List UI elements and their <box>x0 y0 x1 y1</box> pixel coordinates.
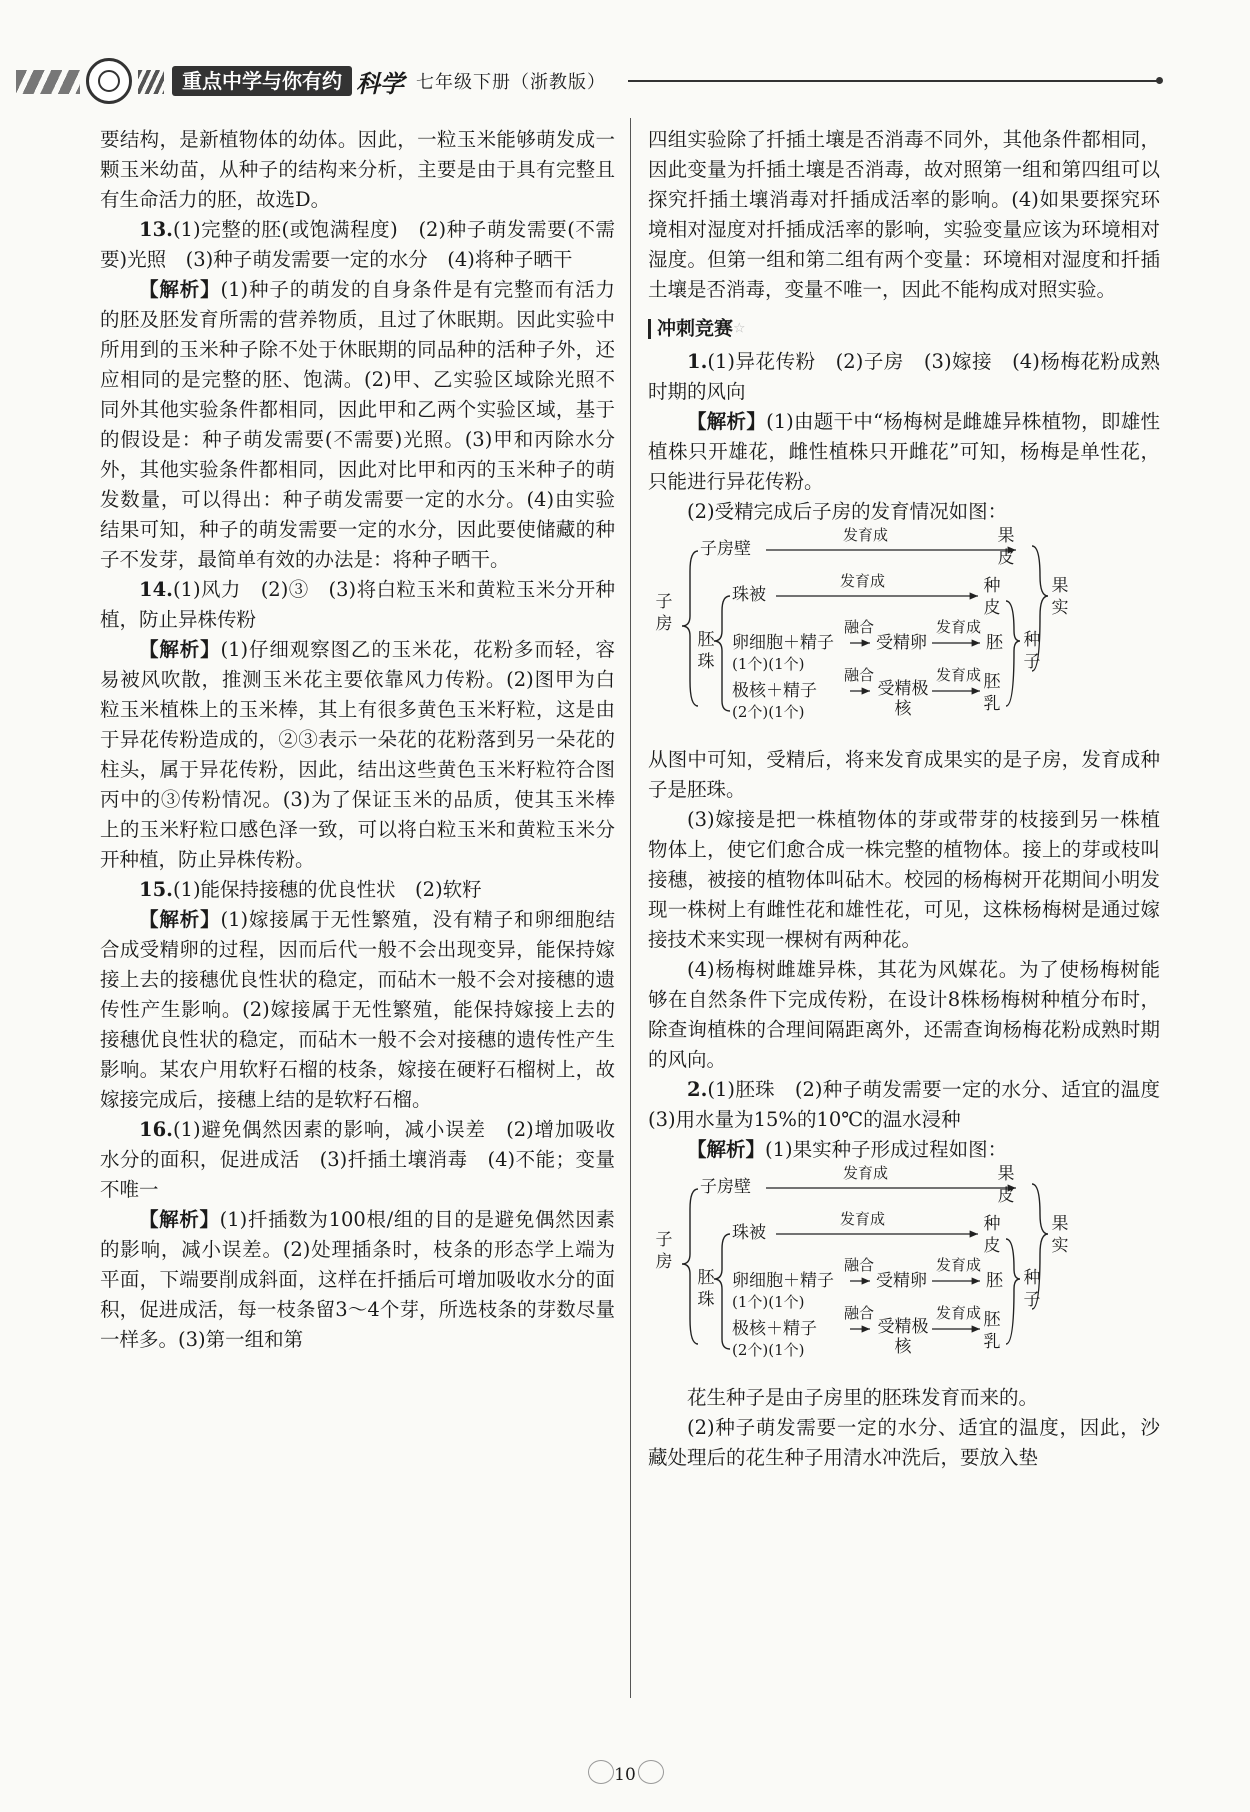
label-develop: 发育成 <box>936 618 982 636</box>
label-embryo: 胚 <box>986 633 1003 653</box>
answer-14: 14.(1)风力 (2)③ (3)将白粒玉米和黄粒玉米分开种植，防止异株传粉 <box>100 578 615 631</box>
paragraph: 花生种子是由子房里的胚珠发育而来的。 <box>687 1386 1039 1409</box>
explanation-c2: 【解析】(1)果实种子形成过程如图： <box>687 1138 1008 1161</box>
explanation-14: 【解析】(1)仔细观察图乙的玉米花，花粉多而轻，容易被风吹散，推测玉米花主要依靠风力传粉。(2)图甲为白粒玉米植株上的玉米棒，其上有很多黄色玉米籽粒，这是由于异花传粉造成的，②③表示一朵花的花粉落到另一朵花的柱头，属于异花传粉，因此，结出这些黄色玉米籽粒符合图丙中的③传粉情况。(3)为了保证玉米的品质，使其玉米棒上的玉米籽粒口感色泽一致，可以将白粒玉米和黄粒玉米分开种植，防止异株传粉。 <box>100 638 615 871</box>
label-seed-coat: 种皮 <box>983 1214 1001 1256</box>
paragraph: (4)杨梅树雌雄异株，其花为风媒花。为了使杨梅树能够在自然条件下完成传粉，在设计8株杨梅树种植分布时，除查询植株的合理间隔距离外，还需查询杨梅花粉成熟时期的风向。 <box>648 958 1160 1071</box>
header-stripes <box>16 70 80 94</box>
fruit-development-diagram <box>648 526 1160 741</box>
label-pericarp: 果皮 <box>997 1164 1015 1206</box>
section-title: 冲刺竞赛 <box>657 317 734 340</box>
label-ovule: 胚珠 <box>697 630 715 672</box>
section-header <box>648 313 1160 343</box>
label-seed-coat: 种皮 <box>983 576 1001 618</box>
label-polar-sperm: 极核＋精子 <box>732 681 817 701</box>
label-count: (2个)(1个) <box>732 1341 805 1359</box>
label-develop: 发育成 <box>840 1210 886 1228</box>
paragraph: 从图中可知，受精后，将来发育成果实的是子房，发育成种子是胚珠。 <box>648 748 1160 801</box>
label-seed: 种子 <box>1023 630 1041 672</box>
label-fertilized-polar: 受精极核 <box>877 1317 929 1357</box>
section-bar <box>648 319 651 339</box>
label-zygote: 受精卵 <box>876 1271 927 1291</box>
subject-title: 科学 <box>356 69 404 98</box>
paragraph: 要结构，是新植物体的幼体。因此，一粒玉米能够萌发成一颗玉米幼苗，从种子的结构来分析，主要是由于具有完整且有生命活力的胚，故选D。 <box>100 128 615 211</box>
label-pericarp: 果皮 <box>997 526 1015 568</box>
label-egg-sperm: 卵细胞＋精子 <box>732 633 834 653</box>
fruit-development-diagram <box>648 1164 1160 1379</box>
label-endosperm: 胚乳 <box>983 1310 1001 1352</box>
explanation-16: 【解析】(1)扦插数为100根/组的目的是避免偶然因素的影响，减小误差。(2)处理插条时，枝条的形态学上端为平面，下端要削成斜面，这样在扦插后可增加吸收水分的面积，促进成活，每一枝条留3～4个芽，所选枝条的芽数尽量一样多。(3)第一组和第 <box>100 1208 615 1351</box>
paragraph: (2)种子萌发需要一定的水分、适宜的温度，因此，沙藏处理后的花生种子用清水冲洗后，要放入垫 <box>648 1416 1160 1469</box>
label-count: (1个)(1个) <box>732 655 805 673</box>
answer-15: 15.(1)能保持接穗的优良性状 (2)软籽 <box>139 878 482 901</box>
label-zygote: 受精卵 <box>876 633 927 653</box>
brand-banner: 重点中学与你有约 <box>172 66 352 96</box>
label-ovary-wall: 子房壁 <box>700 539 751 559</box>
label-fuse: 融合 <box>844 1304 875 1322</box>
label-develop: 发育成 <box>936 1256 982 1274</box>
label-seed: 种子 <box>1023 1268 1041 1310</box>
header-dot <box>1156 77 1163 84</box>
label-fruit: 果实 <box>1051 1214 1069 1256</box>
label-integument: 珠被 <box>732 585 766 605</box>
paragraph: (3)嫁接是把一株植物体的芽或带芽的枝接到另一株植物体上，使它们愈合成一株完整的植物体。接上的芽或枝叫接穗，被接的植物体叫砧木。校园的杨梅树开花期间小明发现一株树上有雌性花和雄性花，可见，这株杨梅树是通过嫁接技术来实现一棵树有两种花。 <box>648 808 1160 951</box>
page-header <box>16 58 1166 108</box>
label-integument: 珠被 <box>732 1223 766 1243</box>
label-develop: 发育成 <box>936 666 982 684</box>
answer-16: 16.(1)避免偶然因素的影响，减小误差 (2)增加吸收水分的面积，促进成活 (3)扦插土壤消毒 (4)不能；变量不唯一 <box>100 1118 615 1201</box>
explanation-c1: 【解析】(1)由题干中“杨梅树是雌雄异株植物，即雄性植株只开雄花，雌性植株只开雌花”可知，杨梅是单性花，只能进行异花传粉。 <box>648 410 1160 493</box>
label-count: (2个)(1个) <box>732 703 805 721</box>
explanation-15: 【解析】(1)嫁接属于无性繁殖，没有精子和卵细胞结合成受精卵的过程，因而后代一般不会出现变异，能保持嫁接上去的接穗优良性状的稳定，而砧木一般不会对接穗的遗传性产生影响。(2)嫁接属于无性繁殖，能保持嫁接上去的接穗优良性状的稳定，而砧木一般不会对接穗的遗传性产生影响。某农户用软籽石榴的枝条，嫁接在硬籽石榴树上，故嫁接完成后，接穗上结的是软籽石榴。 <box>100 908 615 1111</box>
right-column <box>648 125 1180 1473</box>
label-ovary: 子房 <box>655 592 673 634</box>
paragraph: (2)受精完成后子房的发育情况如图： <box>687 500 1008 523</box>
label-ovary: 子房 <box>655 1230 673 1272</box>
label-ovary-wall: 子房壁 <box>700 1177 751 1197</box>
label-ovule: 胚珠 <box>697 1268 715 1310</box>
left-column <box>100 125 615 1355</box>
grade-label: 七年级下册（浙教版） <box>416 72 606 93</box>
label-develop: 发育成 <box>840 572 886 590</box>
label-endosperm: 胚乳 <box>983 672 1001 714</box>
label-develop: 发育成 <box>936 1304 982 1322</box>
label-count: (1个)(1个) <box>732 1293 805 1311</box>
school-seal-icon <box>86 58 132 104</box>
answer-13: 13.(1)完整的胚(或饱满程度) (2)种子萌发需要(不需要)光照 (3)种子萌发需要一定的水分 (4)将种子晒干 <box>100 218 615 271</box>
label-fuse: 融合 <box>844 666 875 684</box>
label-polar-sperm: 极核＋精子 <box>732 1319 817 1339</box>
page-number: 10 <box>614 1765 636 1785</box>
header-rule <box>628 80 1158 82</box>
label-fuse: 融合 <box>844 618 875 636</box>
explanation-13: 【解析】(1)种子的萌发的自身条件是有完整而有活力的胚及胚发育所需的营养物质，且过了休眠期。因此实验中所用到的玉米种子除不处于休眠期的同品种的活种子外，还应相同的是完整的胚、饱满。(2)甲、乙实验区域除光照不同外其他实验条件都相同，因此甲和乙两个实验区域，基于的假设是：种子萌发需要(不需要)光照。(3)甲和丙除水分外，其他实验条件都相同，因此对比甲和丙的玉米种子的萌发数量，可以得出：种子萌发需要一定的水分。(4)由实验结果可知，种子的萌发需要一定的水分，因此要使储藏的种子不发芽，最简单有效的办法是：将种子晒干。 <box>100 278 615 571</box>
label-embryo: 胚 <box>986 1271 1003 1291</box>
paragraph: 四组实验除了扦插土壤是否消毒不同外，其他条件都相同，因此变量为扦插土壤是否消毒，故对照第一组和第四组可以探究扦插土壤消毒对扦插成活率的影响。(4)如果要探究环境相对湿度对扦插成活率的影响，实验变量应该为环境相对湿度。但第一组和第二组有两个变量：环境相对湿度和扦插土壤是否消毒，变量不唯一，因此不能构成对照实验。 <box>648 128 1160 301</box>
answer-c1: 1.(1)异花传粉 (2)子房 (3)嫁接 (4)杨梅花粉成熟时期的风向 <box>648 350 1160 403</box>
label-fruit: 果实 <box>1051 576 1069 618</box>
column-divider <box>630 118 631 1698</box>
answer-c2: 2.(1)胚珠 (2)种子萌发需要一定的水分、适宜的温度 (3)用水量为15%的10℃的温水浸种 <box>648 1078 1180 1131</box>
label-egg-sperm: 卵细胞＋精子 <box>732 1271 834 1291</box>
star-icon: ☆ <box>733 320 746 337</box>
label-fertilized-polar: 受精极核 <box>877 679 929 719</box>
label-develop: 发育成 <box>843 526 889 544</box>
label-develop: 发育成 <box>843 1164 889 1182</box>
header-slash <box>138 70 164 94</box>
label-fuse: 融合 <box>844 1256 875 1274</box>
